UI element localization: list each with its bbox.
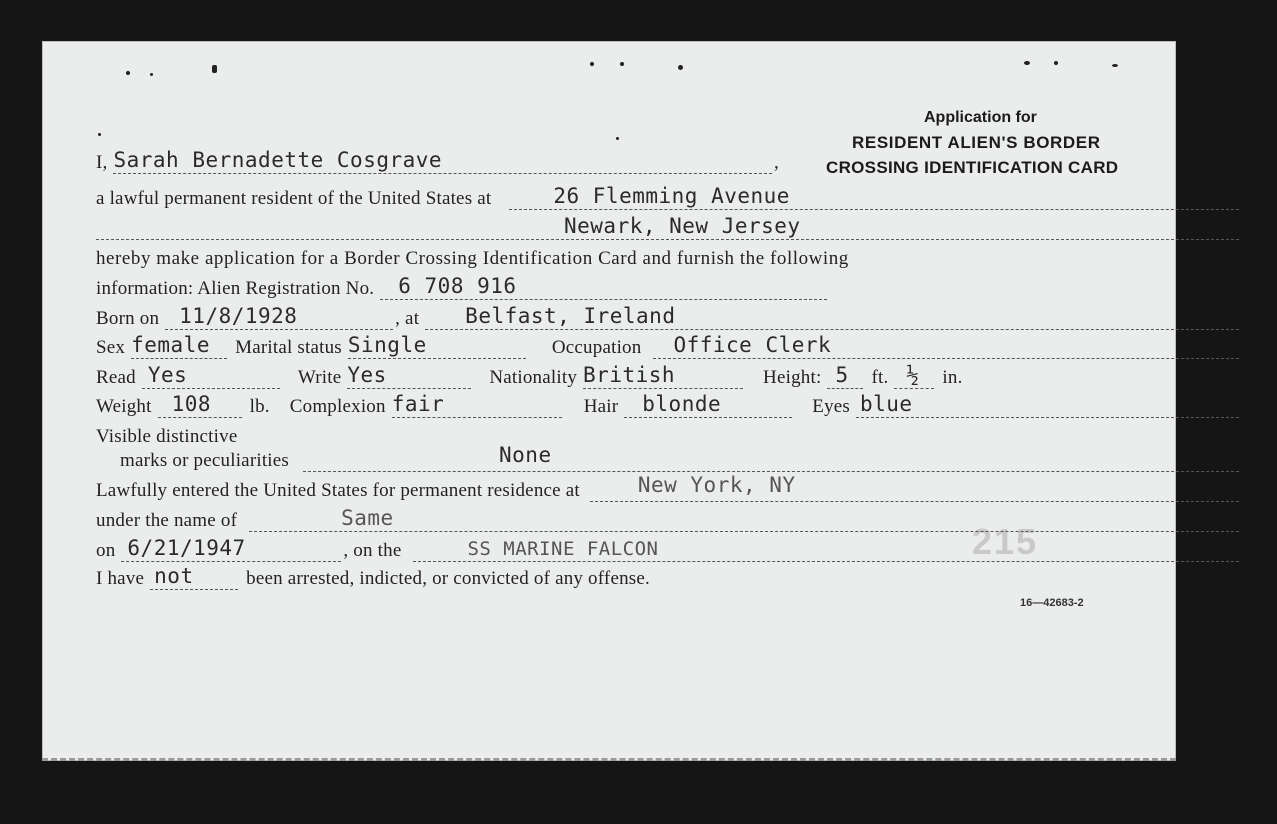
occupation-field [653, 332, 1239, 359]
entry-date-value: 6/21/1947 [127, 536, 246, 560]
write-label: Write [297, 367, 342, 388]
nationality-field [583, 362, 743, 389]
marks-label-2: marks or peculiarities [120, 450, 290, 471]
entered-name-line [96, 502, 1239, 532]
speck [678, 65, 683, 70]
statement-line [96, 240, 1239, 270]
vessel-value: SS MARINE FALCON [467, 538, 659, 560]
complexion-label: Complexion [289, 396, 386, 417]
speck [590, 62, 594, 66]
speck [1054, 61, 1058, 65]
sex-value: female [131, 333, 210, 357]
address-line-1-value: 26 Flemming Avenue [553, 184, 790, 208]
in-label: in. [942, 367, 963, 388]
born-place-value: Belfast, Ireland [465, 304, 676, 328]
entered-label: Lawfully entered the United States for permanent residence at [96, 480, 580, 501]
lb-label: lb. [249, 396, 270, 417]
weight-label: Weight [96, 396, 152, 417]
occupation-label: Occupation [551, 337, 642, 358]
speck [150, 73, 153, 76]
entered-place-value: New York, NY [637, 473, 796, 497]
i-label: I, [96, 152, 108, 173]
height-in-value: ½ [906, 363, 920, 387]
weight-line [96, 388, 1239, 418]
sex-label: Sex [96, 337, 126, 358]
at-label: , at [395, 308, 420, 329]
marital-value: Single [347, 333, 427, 357]
on-label: on [96, 540, 116, 561]
address-line-1-field [509, 183, 1239, 210]
born-label: Born on [96, 308, 160, 329]
speck [620, 62, 624, 66]
sex-field [131, 332, 227, 359]
alien-reg-value: 6 708 916 [398, 274, 517, 298]
read-value: Yes [147, 363, 188, 387]
alien-reg-label: information: Alien Registration No. [96, 278, 375, 299]
complexion-value: fair [391, 392, 445, 416]
marks-line [120, 442, 1239, 472]
occupation-value: Office Clerk [673, 333, 832, 357]
sex-marital-line [96, 329, 1239, 359]
weight-field [158, 391, 242, 418]
speck [616, 137, 619, 140]
arrest-field [150, 563, 238, 590]
arrest-label-1: I have [96, 568, 145, 589]
hair-value: blonde [642, 392, 722, 416]
read-write-line [96, 359, 1239, 389]
form-number: 16—42683-2 [1020, 597, 1084, 609]
height-in-field [894, 362, 934, 389]
height-ft-field [827, 362, 863, 389]
name-value: Sarah Bernadette Cosgrave [113, 148, 443, 172]
speck [1024, 61, 1030, 65]
entered-name-field [249, 505, 1239, 532]
complexion-field [392, 391, 562, 418]
entered-place-field [590, 475, 1239, 502]
speck [126, 71, 130, 75]
entry-date-field [121, 535, 341, 562]
entered-line [96, 472, 1239, 502]
marks-field [303, 445, 1239, 472]
marital-field [348, 332, 526, 359]
eyes-label: Eyes [812, 396, 850, 417]
vessel-field [413, 535, 1239, 562]
arrest-value: not [154, 564, 194, 588]
address-line-2-field [96, 213, 1239, 240]
stamp-number: 215 [972, 521, 1039, 562]
read-label: Read [96, 367, 136, 388]
ft-label: ft. [871, 367, 889, 388]
nationality-label: Nationality [489, 367, 578, 388]
eyes-field [856, 391, 1239, 418]
name-field [113, 147, 772, 174]
height-ft-value: 5 [835, 363, 849, 387]
on-the-label: , on the [343, 540, 402, 561]
arrest-line [96, 560, 1239, 590]
address-line-2 [96, 210, 1239, 240]
write-field [347, 362, 471, 389]
birth-line [96, 300, 1239, 330]
address-line-2-value: Newark, New Jersey [564, 214, 801, 238]
alien-registration-line [96, 270, 827, 300]
statement-label: hereby make application for a Border Crossing Identification Card and furnish the following [96, 248, 849, 269]
write-value: Yes [347, 363, 387, 387]
marital-label: Marital status [235, 337, 342, 358]
entered-name-value: Same [341, 506, 394, 530]
speck [212, 65, 217, 73]
alien-reg-field [380, 273, 827, 300]
residence-line [96, 180, 1239, 210]
name-line [96, 144, 785, 174]
read-field [142, 362, 280, 389]
born-place-field [425, 303, 1239, 330]
name-label: under the name of [96, 510, 238, 531]
marks-label-1: Visible distinctive [96, 426, 238, 447]
hair-field [624, 391, 792, 418]
comma: , [774, 152, 779, 173]
eyes-value: blue [860, 392, 913, 416]
perforated-edge [42, 754, 1176, 761]
header-line-2: RESIDENT ALIEN'S BORDER [852, 133, 1101, 152]
header-line-1: Application for [924, 109, 1037, 126]
marks-value: None [499, 443, 552, 467]
weight-value: 108 [171, 392, 212, 416]
born-date-field [165, 303, 393, 330]
born-date-value: 11/8/1928 [179, 304, 298, 328]
speck [98, 133, 101, 136]
arrest-label-2: been arrested, indicted, or convicted of any offense. [246, 568, 650, 589]
speck [1112, 64, 1118, 67]
nationality-value: British [583, 363, 676, 387]
entry-date-line [96, 532, 1239, 562]
residence-label: a lawful permanent resident of the United States at [96, 188, 492, 209]
hair-label: Hair [583, 396, 619, 417]
height-label: Height: [763, 367, 822, 388]
header-line-3: CROSSING IDENTIFICATION CARD [826, 158, 1119, 177]
